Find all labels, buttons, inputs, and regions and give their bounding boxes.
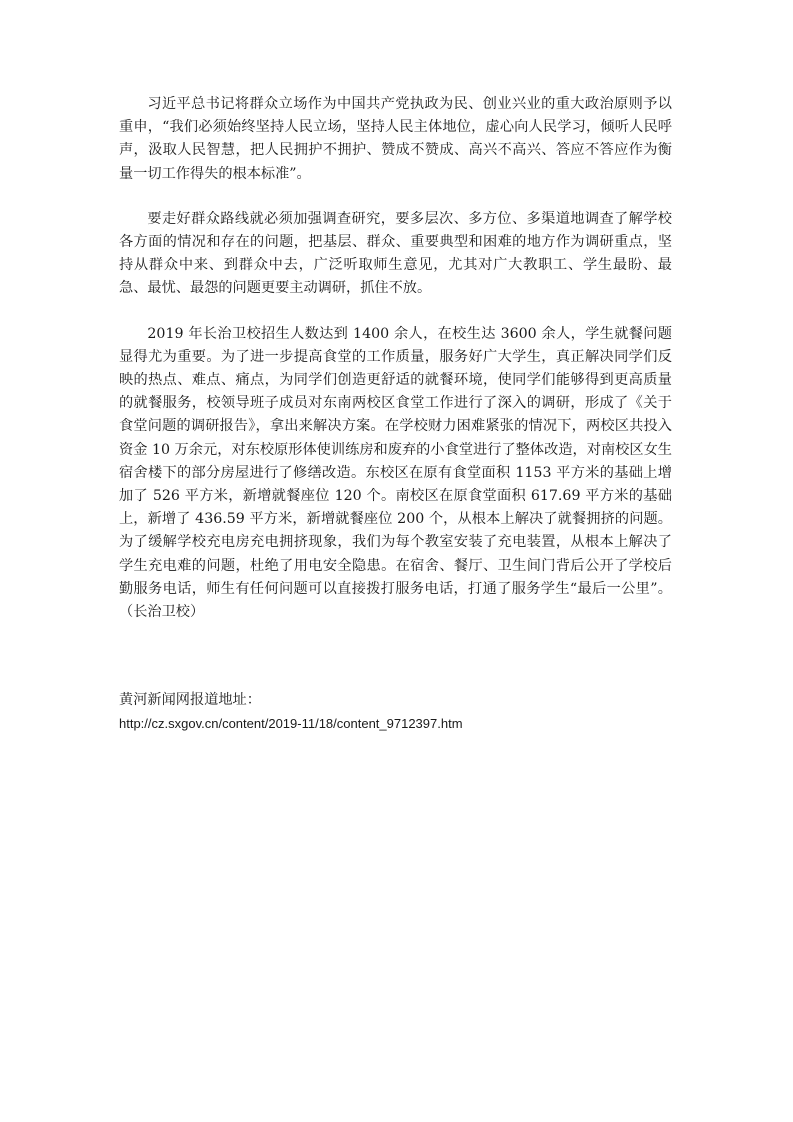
paragraph-1: 习近平总书记将群众立场作为中国共产党执政为民、创业兴业的重大政治原则予以重申，“我们必须始终坚持人民立场，坚持人民主体地位，虚心向人民学习，倾听人民呼声，汲取人民智慧，把人民拥护不拥护、赞成不赞成、高兴不高兴、答应不答应作为衡量一切工作得失的根本标准”。 [119,96,672,182]
paragraph-2: 要走好群众路线就必须加强调查研究，要多层次、多方位、多渠道地调查了解学校各方面的情况和存在的问题，把基层、群众、重要典型和困难的地方作为调研重点，坚持从群众中来、到群众中去，广泛听取师生意见，尤其对广大教职工、学生最盼、最急、最忧、最怨的问题更要主动调研，抓住不放。 [119,210,672,297]
paragraph-3: 2019 年长治卫校招生人数达到 1400 余人，在校生达 3600 余人，学生就餐问题显得尤为重要。为了进一步提高食堂的工作质量，服务好广大学生，真正解决同学们反映的热点、难点、痛点，为同学们创造更舒适的就餐环境，使同学们能够得到更高质量的就餐服务，校领导班子成员对东南两校区食堂工作进行了深入的调研，形成了《关于食堂问题的调研报告》，拿出来解决方案。在学校财力困难紧张的情况下，两校区共投入资金 10 万余元，对东校原形体使训练房和废弃的小食堂进行了整体改造，对南校区女生宿舍楼下的部分房屋进行了修缮改造。东校区在原有食堂面积 1153 平方米的基础上增加了 526 平方米，新增就餐座位 120 个。南校区在原食堂面积 617.69 平方米的基础上，新增了 436.59 平方米，新增就餐座位 200 个，从根本上解决了就餐拥挤的问题。为了缓解学校充电房充电拥挤现象，我们为每个教室安装了充电装置，从根本上解决了学生充电难的问题，杜绝了用电安全隐患。在宿舍、餐厅、卫生间门背后公开了学校后勤服务电话，师生有任何问题可以直接拨打服务电话，打通了服务学生“最后一公里”。（长治卫校） [119,325,672,621]
source-label: 黄河新闻网报道地址： [119,692,261,709]
article-body [119,93,672,624]
source-url: http://cz.sxgov.cn/content/2019-11/18/content_9712397.htm [119,716,463,732]
source-block [119,689,672,735]
